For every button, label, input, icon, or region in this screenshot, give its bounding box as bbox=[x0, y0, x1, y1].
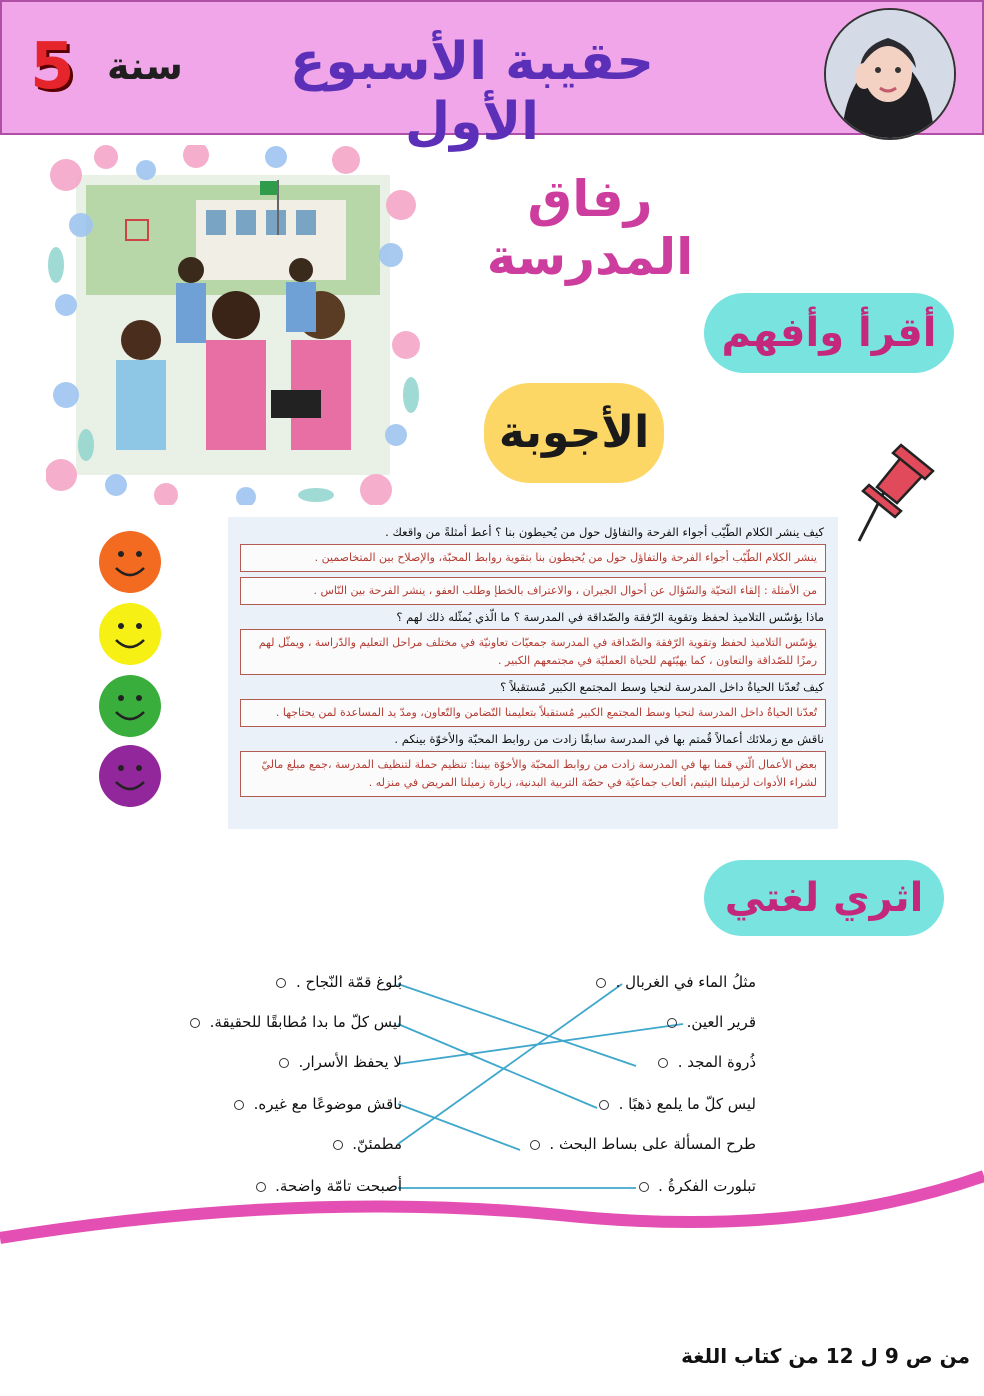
answer-1a: ينشر الكلام الطّيّب أجواء الفرحة والتفاؤل حول من يُحيطون بنا بتقوية روابط المحبّة، والإصلاح بين المتخاصمين . bbox=[240, 544, 826, 572]
match-left-1 bbox=[276, 973, 402, 991]
answer-1b: من الأمثلة : إلقاء التحيّة والسّؤال عن أحوال الجيران ، والاعتراف بالخطإ وطلب العفو ، ينشر الفرحة بين النّاس . bbox=[240, 577, 826, 605]
grade-label: سنة bbox=[107, 44, 183, 88]
question-2: ماذا يؤسّس التلاميذ لحفظ وتقوية الرّفقة والصّداقة في المدرسة ؟ ما الّذي يُمثّله ذلك لهم ؟ bbox=[396, 610, 824, 624]
section-enrich-language: اثري لغتي bbox=[704, 860, 944, 936]
bullet-icon bbox=[596, 978, 606, 988]
match-left-text: لا يحفظ الأسرار. bbox=[298, 1053, 402, 1071]
school-friends-illustration bbox=[46, 145, 420, 505]
bullet-icon bbox=[276, 978, 286, 988]
bullet-icon bbox=[279, 1058, 289, 1068]
match-left-5 bbox=[333, 1135, 402, 1153]
smiley-orange-icon bbox=[98, 530, 162, 594]
match-right-text: مثلُ الماء في الغربال . bbox=[615, 973, 756, 991]
grade-number: 5 bbox=[30, 30, 75, 104]
match-left-6 bbox=[256, 1177, 402, 1195]
bullet-icon bbox=[530, 1140, 540, 1150]
bullet-icon bbox=[599, 1100, 609, 1110]
match-right-6 bbox=[639, 1177, 756, 1195]
smiley-purple-icon bbox=[98, 744, 162, 808]
answer-2: يؤسّس التلاميذ لحفظ وتقوية الرّفقة والصّداقة في المدرسة جمعيّات تعاونيّة في مختلف مراحل التعليم والدّراسة ، ويمثّل لهم رمزًا للصّداقة والتعاون ، كما يهيّئهم للحياة العمليّة في مجتمعهم الكبير . bbox=[240, 629, 826, 675]
answer-3: تُعدّنا الحياةُ داخل المدرسة لنحيا وسط المجتمع الكبير مُستقبلاً بتعليمنا التّضامن والتّعاون، ومدّ يد المساعدة لمن يحتاجها . bbox=[240, 699, 826, 727]
match-left-text: مطمئنّ. bbox=[352, 1135, 402, 1153]
match-right-4 bbox=[599, 1095, 756, 1113]
teacher-avatar bbox=[824, 8, 956, 140]
match-left-2 bbox=[190, 1013, 402, 1031]
match-right-text: تبلورت الفكرةُ . bbox=[658, 1177, 756, 1195]
question-4: ناقش مع زملائك أعمالاً قُمتم بها في المدرسة سابقًا زادت من روابط المحبّة والأخوّة بينكم . bbox=[394, 732, 824, 746]
match-left-3 bbox=[279, 1053, 402, 1071]
answer-4: بعض الأعمال الّتي قمنا بها في المدرسة زادت من روابط المحبّة والأخوّة بيننا: تنظيم حملة لتنظيف المدرسة ،جمع مبلغ ماليّ لشراء الأدوات لزميلنا اليتيم، ألعاب جماعيّة في حصّة التربية البدنية، زيارة زميلنا المريض في منزله . bbox=[240, 751, 826, 797]
match-right-text: ذُروة المجد . bbox=[677, 1053, 756, 1071]
bullet-icon bbox=[333, 1140, 343, 1150]
bullet-icon bbox=[639, 1182, 649, 1192]
match-right-3 bbox=[658, 1053, 756, 1071]
answers-badge: الأجوبة bbox=[484, 383, 664, 483]
bullet-icon bbox=[667, 1018, 677, 1028]
match-left-text: أصبحت تامّة واضحة. bbox=[275, 1177, 402, 1195]
match-right-5 bbox=[530, 1135, 756, 1153]
match-left-text: بُلوغ قمّة النّجاح . bbox=[296, 973, 402, 991]
page-title: حقيبة الأسبوع الأول bbox=[289, 32, 655, 152]
match-right-1 bbox=[596, 973, 756, 991]
bullet-icon bbox=[256, 1182, 266, 1192]
match-left-4 bbox=[234, 1095, 402, 1113]
section-read-understand: أقرأ وأفهم bbox=[704, 293, 954, 373]
match-left-text: ليس كلّ ما بدا مُطابقًا للحقيقة. bbox=[209, 1013, 402, 1031]
bullet-icon bbox=[190, 1018, 200, 1028]
match-right-text: ليس كلّ ما يلمع ذهبًا . bbox=[618, 1095, 756, 1113]
smiley-green-icon bbox=[98, 674, 162, 738]
bullet-icon bbox=[658, 1058, 668, 1068]
match-left-text: ناقش موضوعًا مع غيره. bbox=[253, 1095, 402, 1113]
answers-sheet bbox=[228, 517, 838, 829]
match-right-text: قرير العين. bbox=[686, 1013, 756, 1031]
question-3: كيف تُعدّنا الحياةُ داخل المدرسة لنحيا وسط المجتمع الكبير مُستقبلاً ؟ bbox=[500, 680, 824, 694]
footer-page-reference: من ص 9 ل 12 من كتاب اللغة bbox=[681, 1344, 970, 1368]
bullet-icon bbox=[234, 1100, 244, 1110]
lesson-title: رفاق المدرسة bbox=[486, 170, 694, 286]
match-right-2 bbox=[667, 1013, 756, 1031]
question-1: كيف ينشر الكلام الطّيّب أجواء الفرحة والتفاؤل حول من يُحيطون بنا ؟ أعط أمثلةً من واقعك . bbox=[385, 525, 824, 539]
smiley-yellow-icon bbox=[98, 602, 162, 666]
pushpin-icon bbox=[855, 435, 935, 545]
pink-wave bbox=[0, 1176, 984, 1238]
match-right-text: طرح المسألة على بساط البحث . bbox=[549, 1135, 756, 1153]
